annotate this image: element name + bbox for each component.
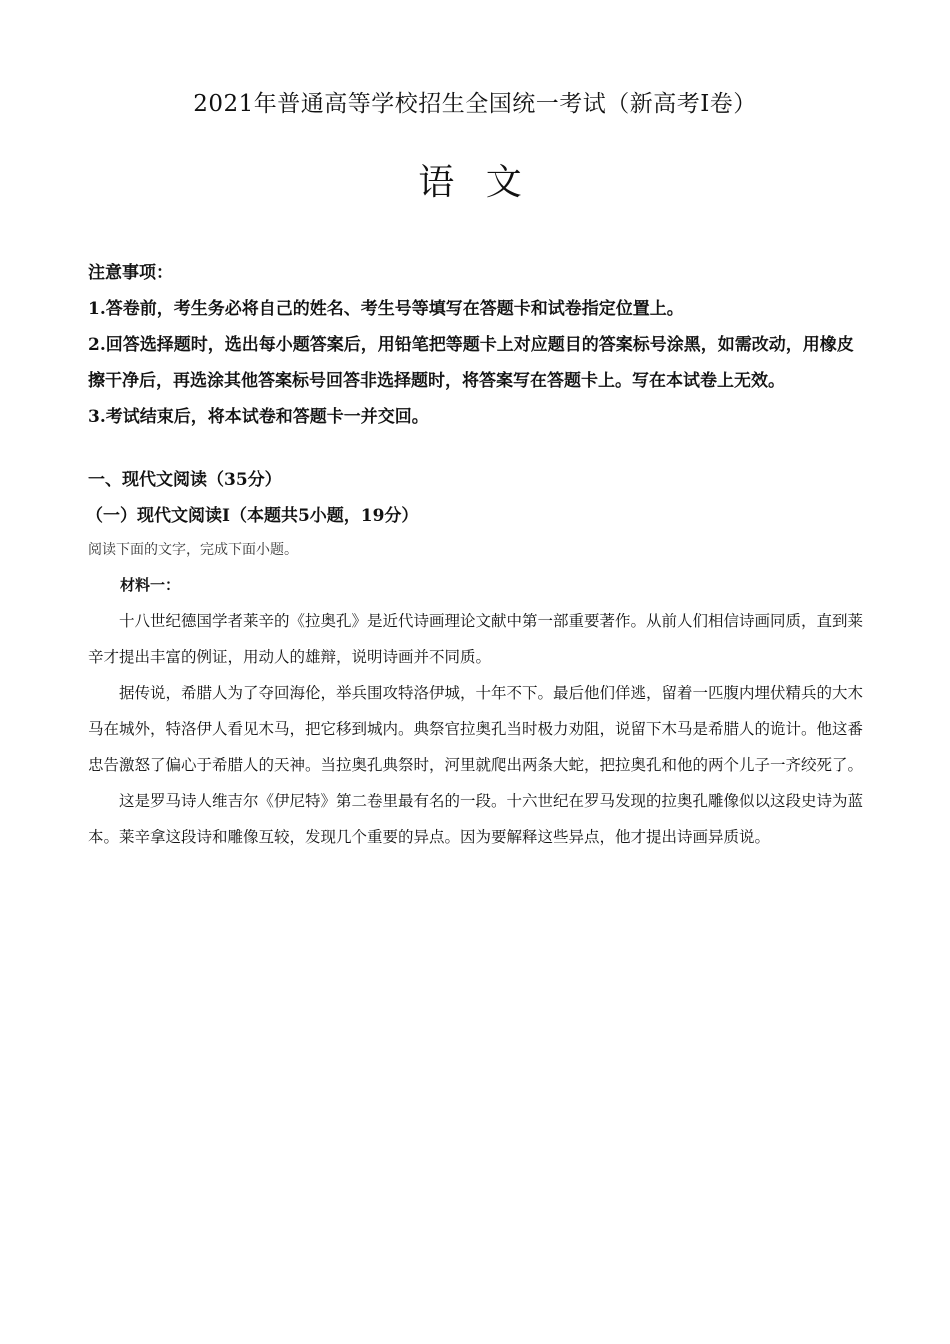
notes-heading: 注意事项： <box>88 263 173 283</box>
section-title: 一、现代文阅读（35分） <box>88 470 282 490</box>
material-text <box>88 603 863 855</box>
notes-block <box>88 255 868 435</box>
notes-item-2: 2.回答选择题时，选出每小题答案后，用铅笔把等题卡上对应题目的答案标号涂黑，如需改动，用橡皮擦干净后，再选涂其他答案标号回答非选择题时，将答案写在答题卡上。写在本试卷上无效。 <box>88 335 854 391</box>
reading-instruction: 阅读下面的文字，完成下面小题。 <box>88 542 298 558</box>
notes-item-1: 1.答卷前，考生务必将自己的姓名、考生号等填写在答题卡和试卷指定位置上。 <box>88 299 684 319</box>
subject-title: 语 文 <box>418 162 532 203</box>
material-paragraph-1: 十八世纪德国学者莱辛的《拉奥孔》是近代诗画理论文献中第一部重要著作。从前人们相信诗画同质，直到莱辛才提出丰富的例证，用动人的雄辩，说明诗画并不同质。 <box>88 612 864 666</box>
exam-title: 2021年普通高等学校招生全国统一考试（新高考Ⅰ卷） <box>193 91 757 117</box>
material-paragraph-3: 这是罗马诗人维吉尔《伊尼特》第二卷里最有名的一段。十六世纪在罗马发现的拉奥孔雕像似以这段史诗为蓝本。莱辛拿这段诗和雕像互较，发现几个重要的异点。因为要解释这些异点，他才提出诗画异质说。 <box>88 792 864 846</box>
material-label: 材料一： <box>120 576 181 594</box>
notes-item-3: 3.考试结束后，将本试卷和答题卡一并交回。 <box>88 407 429 427</box>
section-subtitle: （一）现代文阅读Ⅰ（本题共5小题，19分） <box>86 506 419 526</box>
material-paragraph-2: 据传说，希腊人为了夺回海伦，举兵围攻特洛伊城，十年不下。最后他们佯逃，留着一匹腹内埋伏精兵的大木马在城外，特洛伊人看见木马，把它移到城内。典祭官拉奥孔当时极力劝阻，说留下木马是希腊人的诡计。他这番忠告激怒了偏心于希腊人的天神。当拉奥孔典祭时，河里就爬出两条大蛇，把拉奥孔和他的两个儿子一齐绞死了。 <box>88 684 864 774</box>
